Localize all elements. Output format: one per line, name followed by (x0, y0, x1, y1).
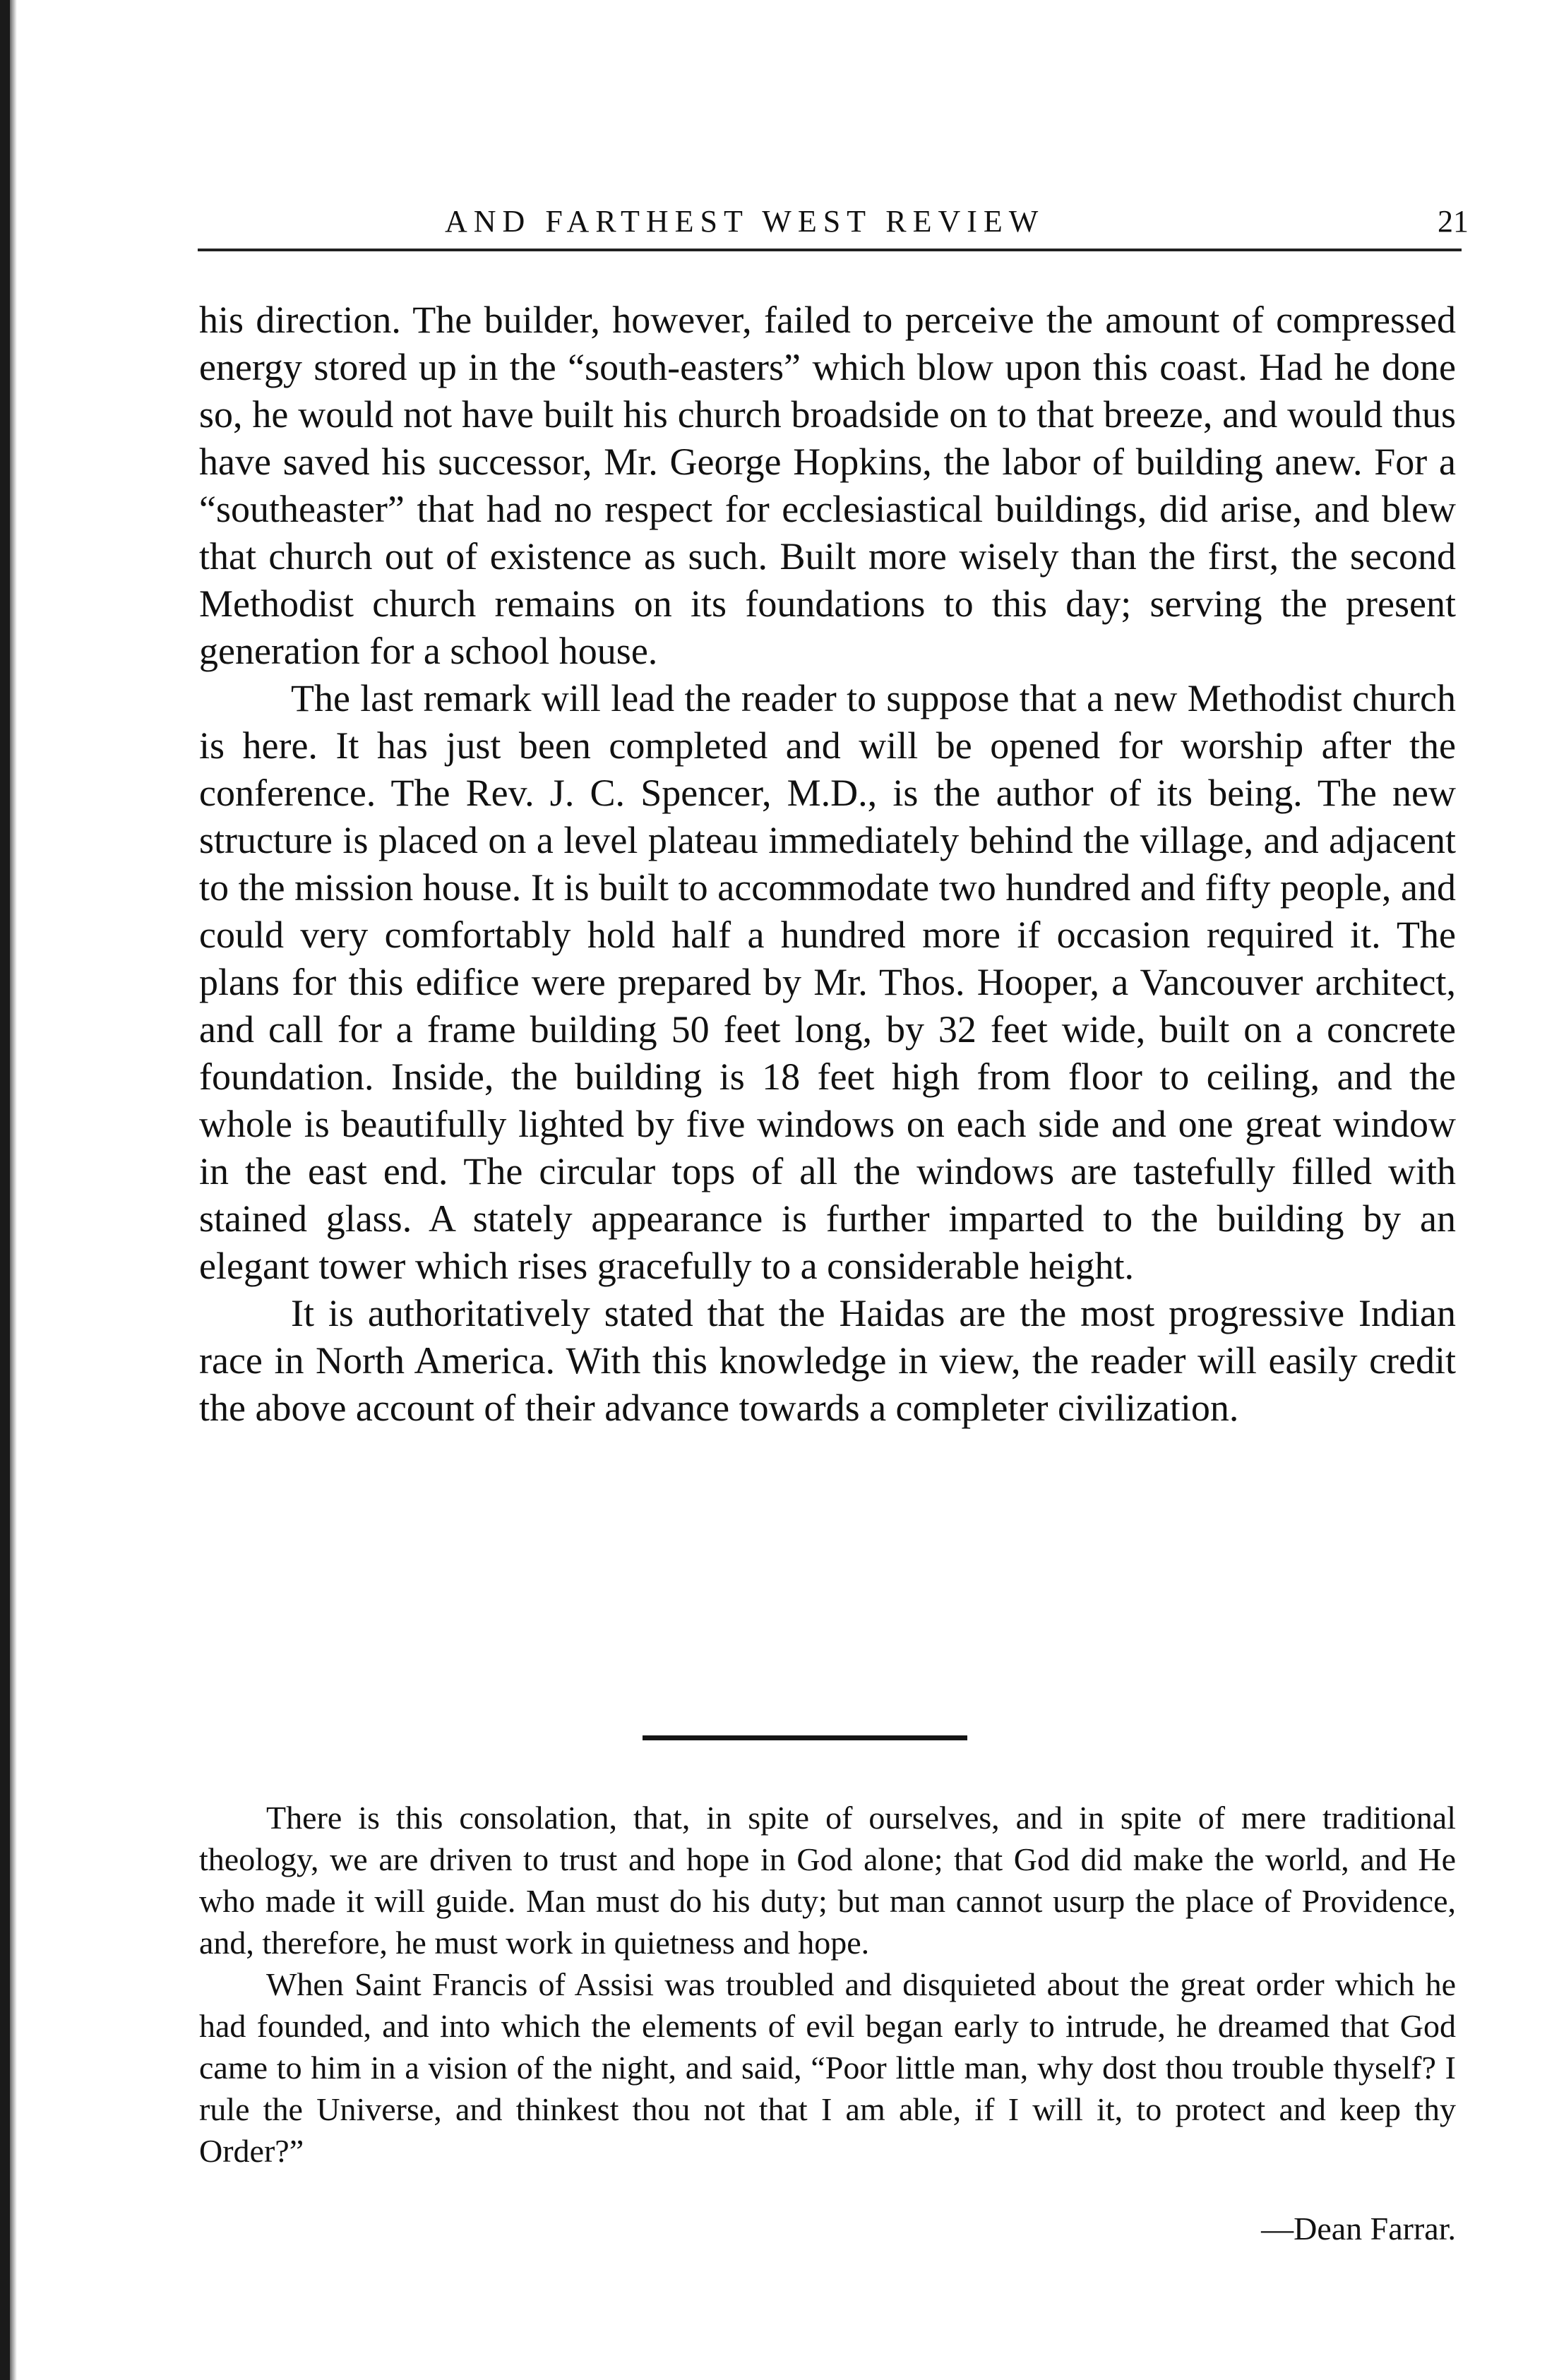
quotation-paragraph-1: There is this consolation, that, in spite of ourselves, and in spite of mere traditional theology, we are driven to trust and hope in God alone; that God did make the world, and He who made it will guide. Man must do his duty; but man cannot usurp the place of Providence, and, therefore, he must work in quietness and hope. (199, 1800, 1456, 1961)
running-head (191, 198, 1469, 247)
section-divider (643, 1735, 967, 1740)
header-rule (198, 249, 1462, 251)
quotation-attribution: —Dean Farrar. (1261, 2211, 1456, 2247)
quotation-block (199, 1797, 1456, 2172)
page-binding-shadow (10, 0, 17, 2380)
page-binding-edge (0, 0, 10, 2380)
quotation-paragraph-2: When Saint Francis of Assisi was troubled and disquieted about the great order which he had founded, and into which the elements of evil began early to intrude, he dreamed that God came to him in a vision of the night, and said, “Poor little man, why dost thou trouble thyself? I rule the Universe, and thinkest thou not that I am able, if I will it, to protect and keep thy Order?” (199, 1966, 1456, 2169)
article-paragraph-1: his direction. The builder, however, failed to perceive the amount of compressed energy stored up in the “south-easters” which blow upon this coast. Had he done so, he would not have built his church broadside on to that breeze, and would thus have saved his successor, Mr. George Hopkins, the labor of building anew. For a “southeaster” that had no respect for ecclesiastical buildings, did arise, and blew that church out of existence as such. Built more wisely than the first, the second Methodist church remains on its foundations to this day; serving the present generation for a school house. (199, 299, 1456, 672)
running-title: AND FARTHEST WEST REVIEW (445, 204, 1045, 239)
article-body (199, 297, 1456, 1432)
article-paragraph-3: It is authoritatively stated that the Haidas are the most progressive Indian race in North America. With this knowledge in view, the reader will easily credit the above account of their advance towards a completer civilization. (199, 1292, 1456, 1429)
page-number: 21 (1438, 204, 1469, 239)
article-paragraph-2: The last remark will lead the reader to suppose that a new Methodist church is here. It has just been completed and will be opened for worship after the conference. The Rev. J. C. Spencer, M.D., is the author of its being. The new structure is placed on a level plateau immediately behind the village, and adjacent to the mission house. It is built to accommodate two hundred and fifty people, and could very comfortably hold half a hundred more if occasion required it. The plans for this edifice were prepared by Mr. Thos. Hooper, a Vancouver architect, and call for a frame building 50 feet long, by 32 feet wide, built on a concrete foundation. Inside, the building is 18 feet high from floor to ceiling, and the whole is beautifully lighted by five windows on each side and one great window in the east end. The circular tops of all the windows are tastefully filled with stained glass. A stately appearance is further imparted to the building by an elegant tower which rises gracefully to a considerable height. (199, 677, 1456, 1287)
